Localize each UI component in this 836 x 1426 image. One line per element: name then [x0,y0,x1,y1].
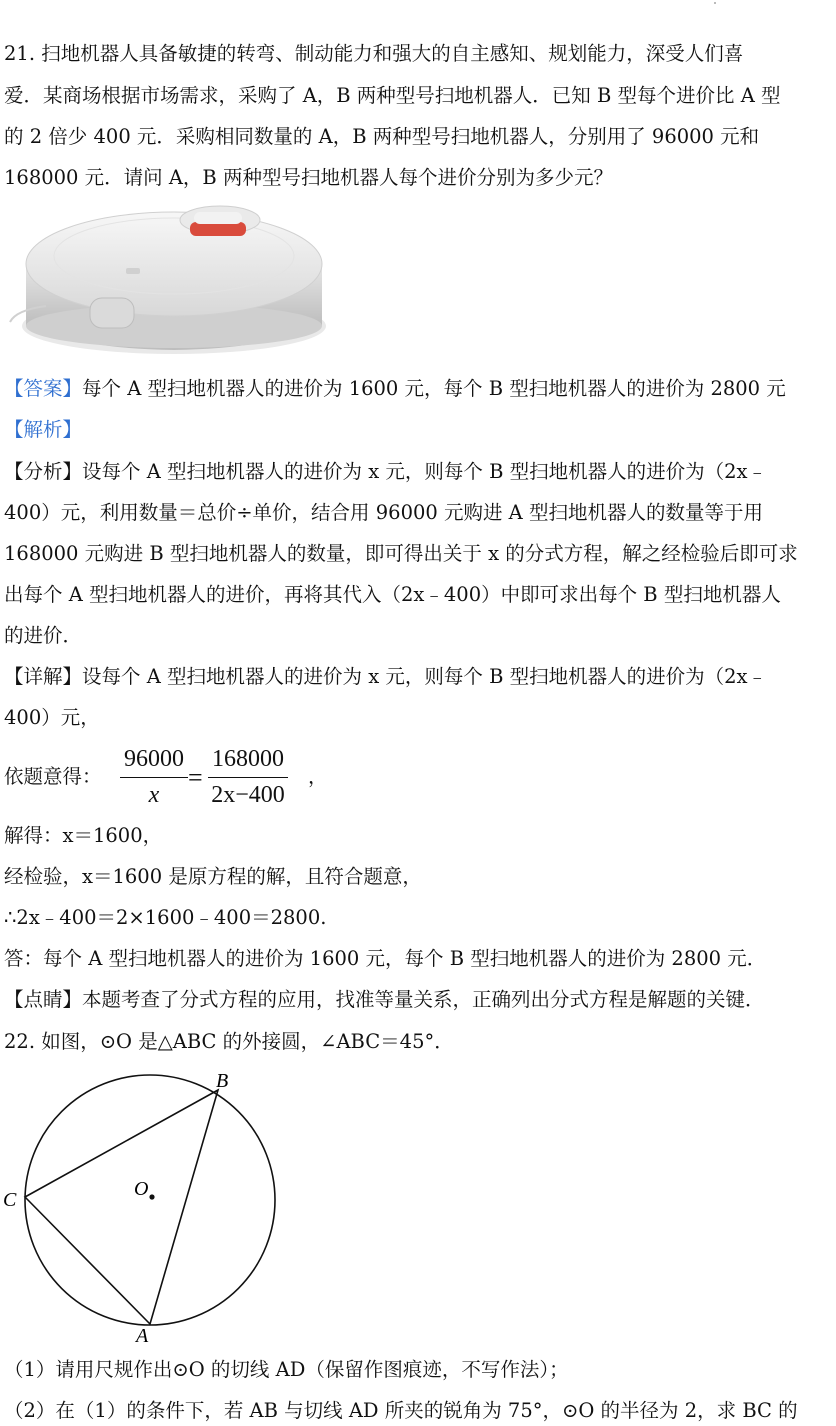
answer-tag: 【答案】 [4,377,83,400]
label-c: C [3,1189,17,1211]
therefore-line: ∴2x﹣400＝2×1600﹣400＝2800. [4,906,327,929]
analysis-text-1: 设每个 A 型扫地机器人的进价为 x 元，则每个 B 型扫地机器人的进价为（2x﹣ [82,460,768,483]
q21-line-4: 168000 元．请问 A，B 两种型号扫地机器人每个进价分别为多少元？ [4,166,613,189]
analysis-line-1 [4,460,767,484]
analysis-line-3: 168000 元购进 B 型扫地机器人的数量，即可得出关于 x 的分式方程，解之经检验后即可求 [4,542,798,565]
detail-text-1: 设每个 A 型扫地机器人的进价为 x 元，则每个 B 型扫地机器人的进价为（2x﹣ [82,665,768,688]
label-o: O [134,1178,149,1200]
solve-line: 解得：x＝1600， [4,824,163,847]
comment-tag: 【点睛】 [4,988,83,1011]
analysis-tag: 【分析】 [4,460,83,483]
fraction-left-denominator: x [148,782,160,808]
center-point [149,1194,154,1199]
fraction-right-numerator: 168000 [212,746,284,772]
fraction-left [120,746,188,809]
conclusion-line: 答：每个 A 型扫地机器人的进价为 1600 元，每个 B 型扫地机器人的进价为 2800 元． [4,947,767,970]
analysis-line-2: 400）元，利用数量＝总价÷单价，结合用 96000 元购进 A 型扫地机器人的数量等于用 [4,501,763,524]
detail-line-1 [4,665,767,689]
circle-triangle-figure [0,1064,300,1350]
q22-part-2: （2）在（1）的条件下，若 AB 与切线 AD 所夹的锐角为 75°，⊙O 的半径为 2，求 BC 的 [4,1399,798,1422]
detail-line-2: 400）元， [4,706,100,729]
circumcircle [25,1075,275,1325]
answer-line [4,377,786,401]
q21-number: 21. [4,42,36,65]
fraction-left-numerator: 96000 [124,746,184,772]
q21-line-3: 的 2 倍少 400 元．采购相同数量的 A，B 两种型号扫地机器人，分别用了 96000 元和 [4,125,760,148]
check-line: 经检验，x＝1600 是原方程的解，且符合题意， [4,865,422,888]
detail-tag: 【详解】 [4,665,83,688]
label-b: B [216,1070,229,1092]
scan-speck [714,2,716,4]
triangle-abc [25,1090,218,1324]
q21-line-2: 爱．某商场根据市场需求，采购了 A，B 两种型号扫地机器人．已知 B 型每个进价比 A 型 [4,84,781,107]
analysis-line-4: 出每个 A 型扫地机器人的进价，再将其代入（2x﹣400）中即可求出每个 B 型扫地机器人 [4,583,781,606]
label-a: A [136,1325,149,1347]
q22-part-1: （1）请用尺规作出⊙O 的切线 AD（保留作图痕迹，不写作法）； [4,1358,569,1381]
robot-vacuum-image [6,198,328,358]
analysis-line-5: 的进价． [4,624,83,647]
q22-stem: 如图，⊙O 是△ABC 的外接圆，∠ABC＝45°． [41,1030,454,1053]
fraction-right-denominator: 2x−400 [211,782,285,808]
equation-suffix: ， [308,765,328,788]
q22-number: 22. [4,1030,36,1053]
jiexi-tag: 【解析】 [4,418,83,441]
comment-text: 本题考查了分式方程的应用，找准等量关系，正确列出分式方程是解题的关键． [82,988,765,1011]
q21-line-1 [4,42,743,66]
q21-text-1: 扫地机器人具备敏捷的转弯、制动能力和强大的自主感知、规划能力，深受人们喜 [41,42,744,65]
comment-line [4,988,765,1012]
q22-stem-line [4,1030,454,1054]
fraction-right [208,746,288,809]
jiexi-line [4,418,82,442]
equation-prefix: 依题意得： [4,765,102,788]
equals-sign: = [188,763,203,792]
answer-text: 每个 A 型扫地机器人的进价为 1600 元，每个 B 型扫地机器人的进价为 2800 元 [82,377,786,400]
